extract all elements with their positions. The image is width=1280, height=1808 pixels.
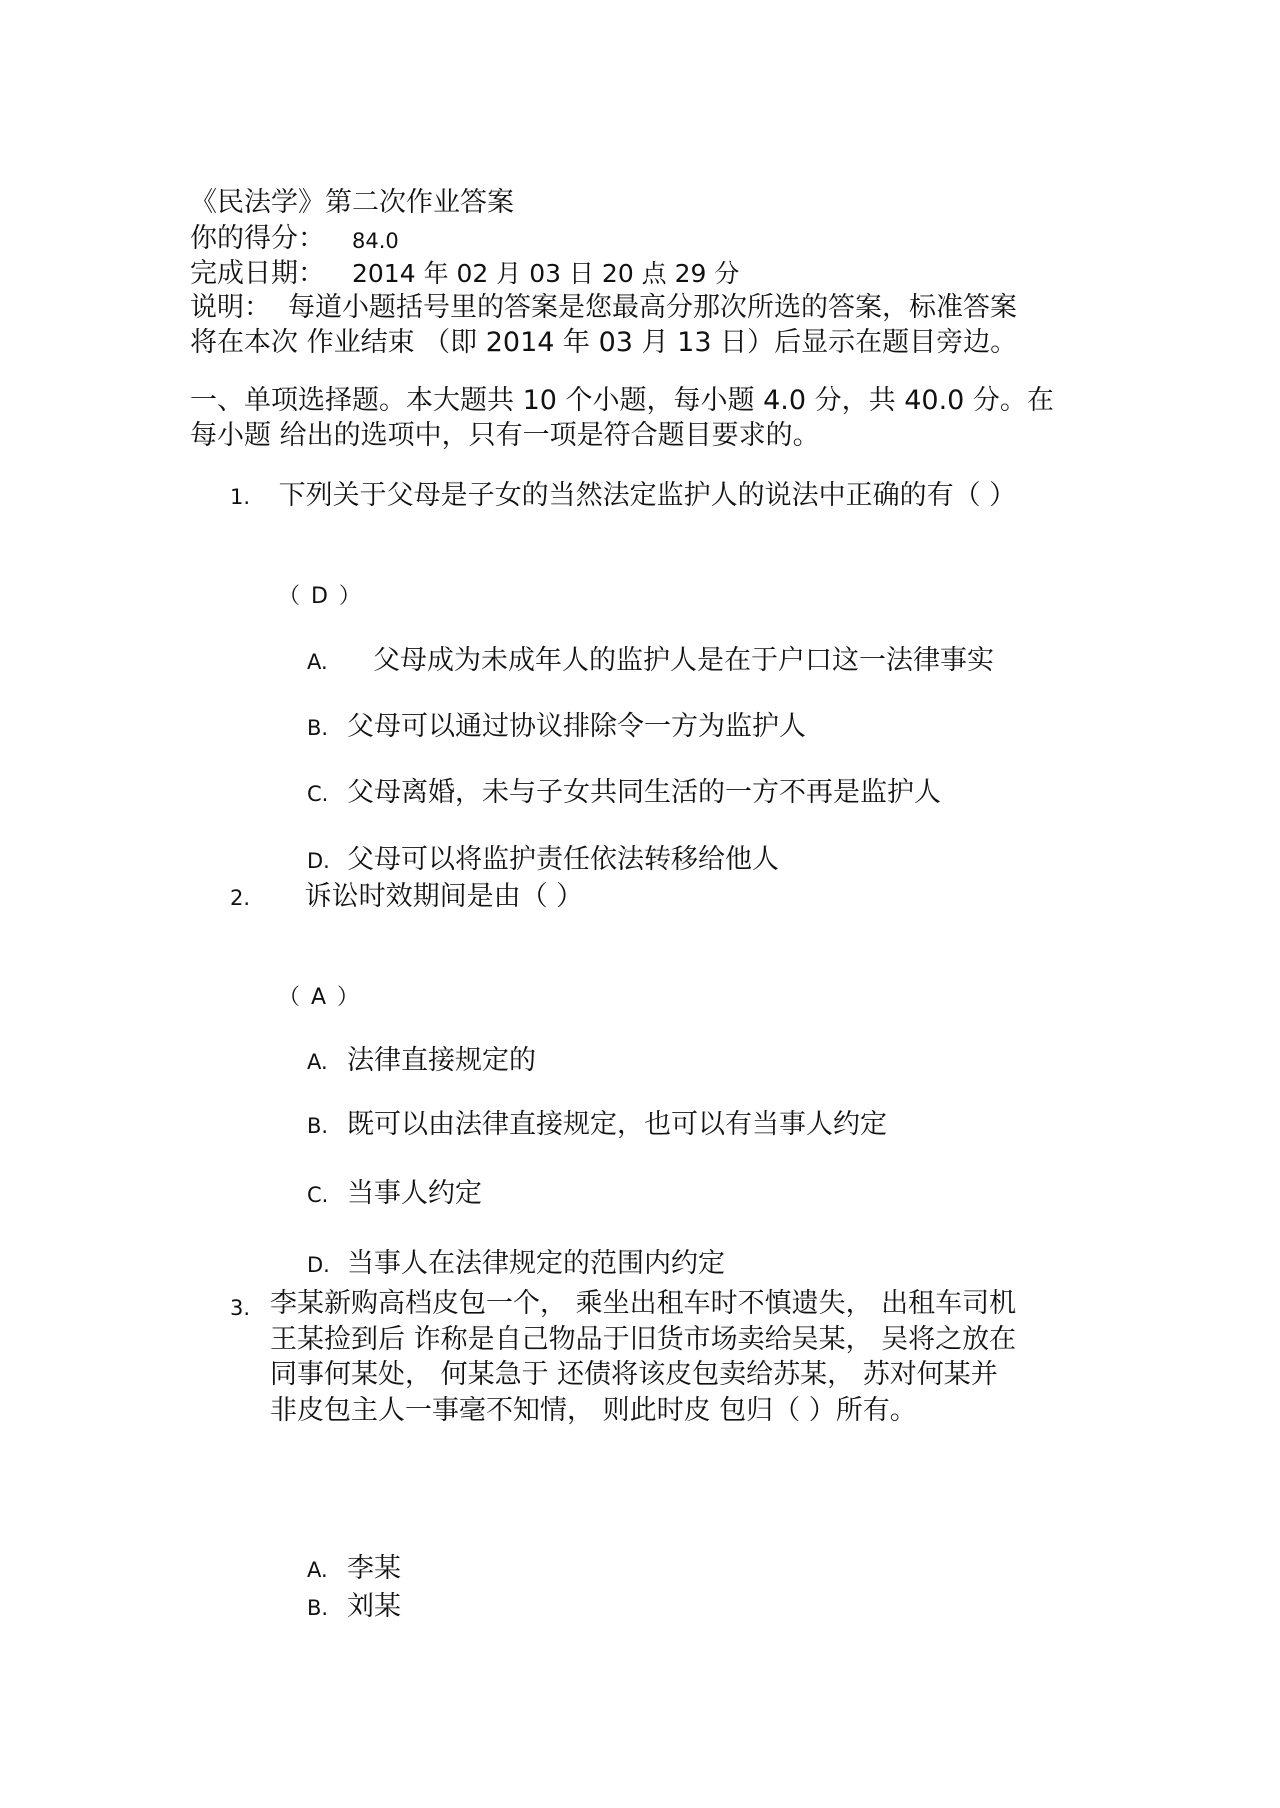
option-row (307, 709, 806, 746)
score-label: 你的得分： (190, 223, 325, 254)
note-line-2: 将在本次 作业结束 （即 2014 年 03 月 13 日）后显示在题目旁边。 (190, 327, 1018, 358)
question-2 (230, 879, 583, 916)
question-text: 下列关于父母是子女的当然法定监护人的说法中正确的有（ ） (278, 480, 1017, 511)
date-value: 2014 年 02 月 03 日 20 点 29 分 (352, 259, 740, 288)
option-text: 父母离婚，未与子女共同生活的一方不再是监护人 (347, 777, 941, 808)
option-label: A. (307, 1050, 328, 1074)
score-value: 84.0 (352, 229, 399, 253)
option-row (307, 1589, 401, 1626)
question-number: 2. (230, 886, 251, 910)
option-label: C. (307, 782, 329, 806)
question-number: 1. (230, 485, 251, 509)
option-text: 李某 (347, 1553, 401, 1584)
selected-answer: （ A ） (278, 985, 362, 1010)
option-label: B. (307, 1114, 329, 1138)
option-row (307, 1107, 887, 1144)
option-row (307, 842, 779, 879)
date-label: 完成日期： (190, 258, 325, 289)
option-label: C. (307, 1183, 329, 1207)
note-label: 说明： (190, 292, 271, 323)
option-label: A. (307, 1558, 328, 1582)
selected-answer: （ D ） (278, 584, 363, 609)
option-row (307, 1043, 536, 1080)
option-text: 当事人约定 (347, 1178, 482, 1209)
option-row (307, 643, 994, 680)
option-label: B. (307, 716, 329, 740)
question-3-line-1: 李某新购高档皮包一个， 乘坐出租车时不慎遗失， 出租车司机 (270, 1288, 1017, 1319)
option-row (307, 1551, 401, 1588)
question-3-line-3: 同事何某处， 何某急于 还债将该皮包卖给苏某， 苏对何某并 (270, 1359, 998, 1390)
question-text: 诉讼时效期间是由（ ） (304, 881, 584, 912)
option-label: B. (307, 1596, 329, 1620)
option-label: D. (307, 849, 330, 873)
option-text: 法律直接规定的 (347, 1045, 536, 1076)
option-label: A. (307, 650, 328, 674)
option-text: 父母可以将监护责任依法转移给他人 (347, 844, 779, 875)
option-row (307, 775, 941, 812)
section-heading-line-1: 一、单项选择题。本大题共 10 个小题，每小题 4.0 分，共 40.0 分。在 (190, 385, 1054, 416)
option-label: D. (307, 1253, 330, 1277)
option-text: 父母成为未成年人的监护人是在于户口这一法律事实 (373, 645, 994, 676)
page-title: 《民法学》第二次作业答案 (190, 187, 514, 218)
question-1 (230, 478, 1016, 515)
option-text: 当事人在法律规定的范围内约定 (347, 1248, 725, 1279)
question-3-number: 3. (230, 1296, 251, 1320)
option-text: 刘某 (347, 1591, 401, 1622)
note-line-1: 每道小题括号里的答案是您最高分那次所选的答案，标准答案 (288, 292, 1017, 323)
question-3-line-2: 王某捡到后 诈称是自己物品于旧货市场卖给吴某， 吴将之放在 (270, 1324, 1017, 1355)
question-3-line-4: 非皮包主人一事毫不知情， 则此时皮 包归（ ）所有。 (270, 1395, 917, 1426)
option-row (307, 1246, 725, 1283)
option-text: 父母可以通过协议排除令一方为监护人 (347, 711, 806, 742)
section-heading-line-2: 每小题 给出的选项中，只有一项是符合题目要求的。 (190, 420, 820, 451)
option-text: 既可以由法律直接规定，也可以有当事人约定 (347, 1109, 887, 1140)
option-row (307, 1176, 482, 1213)
